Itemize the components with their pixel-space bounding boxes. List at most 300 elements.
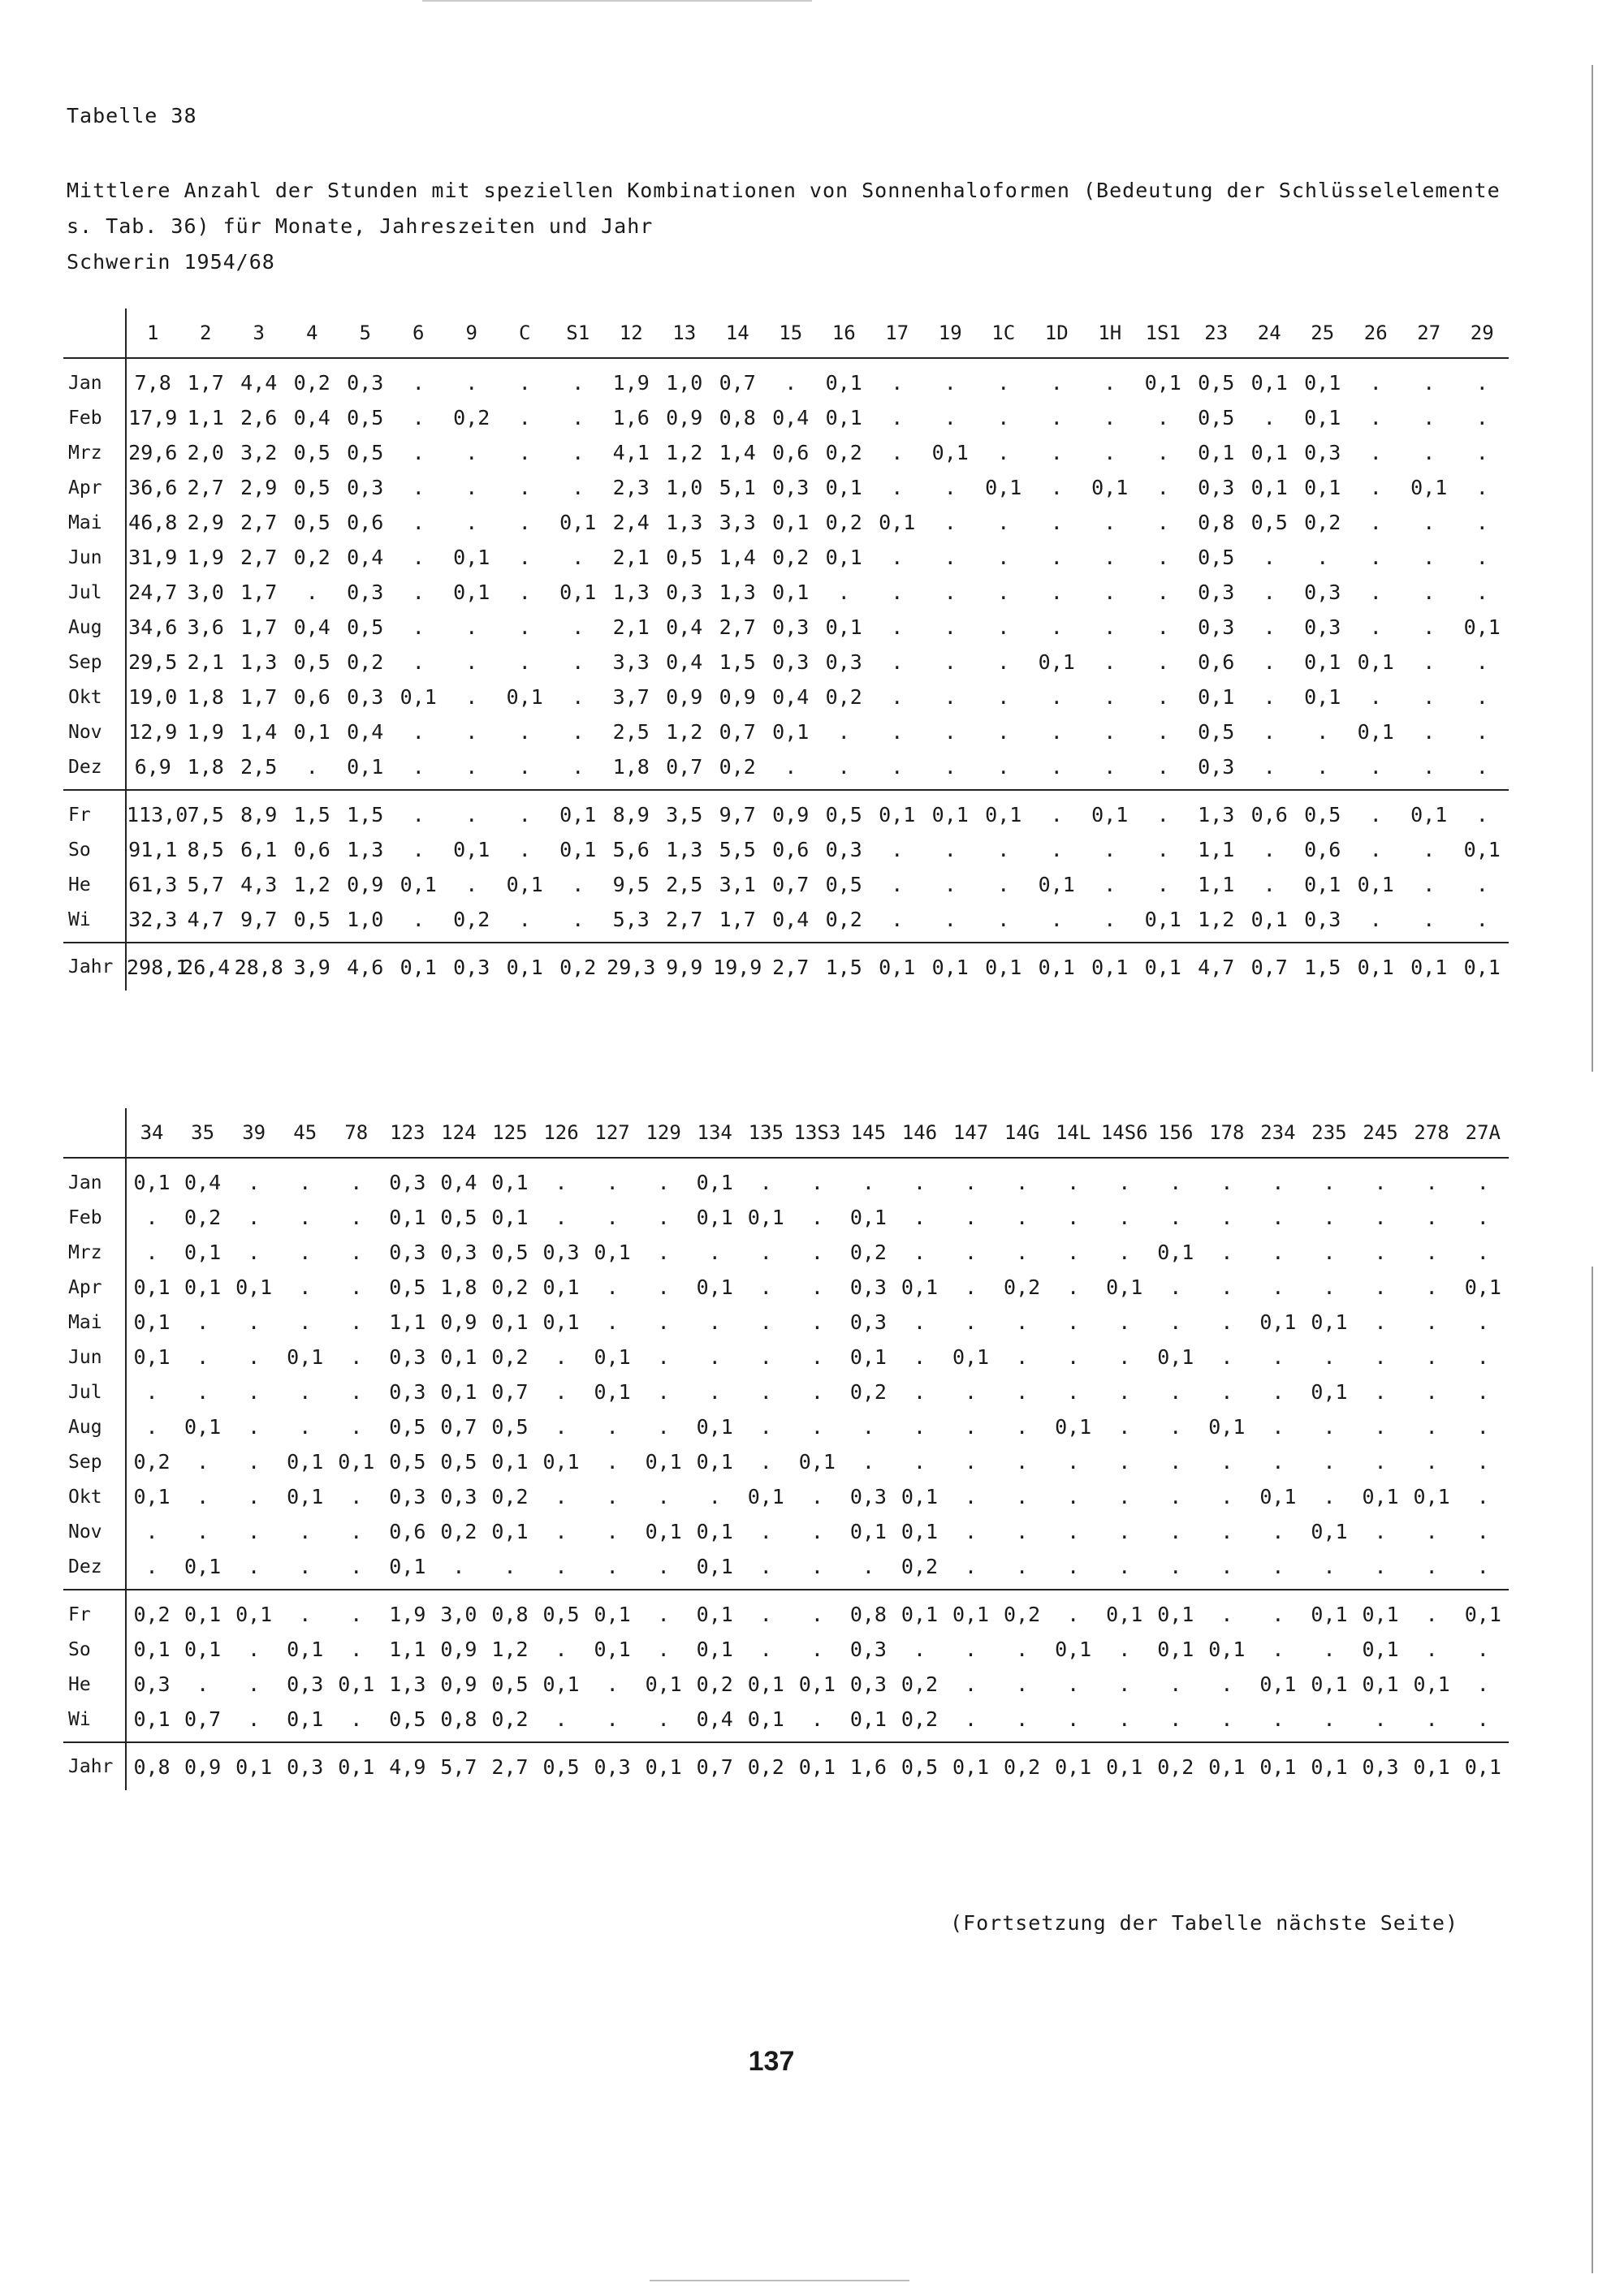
table-cell: . <box>412 441 425 464</box>
table-cell: . <box>1369 755 1382 779</box>
table-cell: 0,1 <box>453 838 490 861</box>
table-cell: 0,1 <box>825 615 862 639</box>
table-cell: 0,7 <box>711 358 765 400</box>
table-cell: . <box>913 1310 926 1334</box>
table-cell: . <box>145 1206 158 1229</box>
table-cell: . <box>1030 790 1084 832</box>
table-cell: 0,1 <box>235 1275 273 1299</box>
table-cell: . <box>555 1380 568 1404</box>
table-cell: . <box>891 720 904 744</box>
table-cell: 0,3 <box>339 358 392 400</box>
table-cell: . <box>412 546 425 569</box>
table-cell: 0,4 <box>772 406 810 429</box>
table-cell: . <box>1369 685 1382 709</box>
table-row-mrz <box>63 435 1509 470</box>
column-header-34: 34 <box>140 1121 164 1144</box>
table-cell: 0,6 <box>772 441 810 464</box>
table-cell: . <box>1118 1555 1131 1578</box>
table-cell: . <box>248 1345 261 1369</box>
table-cell: . <box>299 1520 312 1543</box>
table-cell: 1,7 <box>719 908 756 931</box>
table-cell: 1,3 <box>1190 790 1243 832</box>
table-cell: 1,3 <box>719 580 756 604</box>
table-cell: 0,1 <box>1201 1742 1252 1790</box>
table-cell: . <box>1104 650 1116 674</box>
column-header-13: 13 <box>672 322 697 344</box>
table-cell: 0,1 <box>1198 685 1235 709</box>
table-cell: . <box>1272 1415 1285 1439</box>
table-cell: 5,5 <box>719 838 756 861</box>
table-cell: 0,2 <box>491 1485 529 1508</box>
table-cell: . <box>1425 1520 1438 1543</box>
table-cell: 0,1 <box>499 943 552 990</box>
table-cell: 0,5 <box>536 1590 587 1632</box>
table-cell: . <box>1476 1450 1489 1474</box>
table-cell: . <box>1323 1275 1336 1299</box>
table-cell: . <box>1323 1241 1336 1264</box>
table-cell: 0,4 <box>347 546 384 569</box>
column-header-1h: 1H <box>1098 322 1122 344</box>
table-cell: . <box>503 1555 516 1578</box>
table-cell: 0,2 <box>551 943 605 990</box>
table-cell: 113,0 <box>126 790 179 832</box>
table-cell: . <box>248 1638 261 1661</box>
column-header-17: 17 <box>885 322 909 344</box>
row-label: Jun <box>63 1340 126 1375</box>
table-cell: 0,3 <box>287 1672 324 1696</box>
row-label: Apr <box>63 470 126 505</box>
row-label: Jan <box>63 1158 126 1200</box>
table-cell: 0,5 <box>293 650 330 674</box>
table-cell: 8,5 <box>187 838 224 861</box>
table-row-jul <box>63 575 1509 610</box>
table-cell: 0,1 <box>1350 943 1403 990</box>
table-cell: . <box>1067 1345 1080 1369</box>
table-cell: 0,1 <box>1208 1638 1246 1661</box>
table-cell: 1,8 <box>187 685 224 709</box>
table-cell: . <box>759 1310 772 1334</box>
table-cell: 0,3 <box>825 838 862 861</box>
table-cell: 0,1 <box>931 441 969 464</box>
row-label: Fr <box>63 1590 126 1632</box>
table-cell: 0,1 <box>901 1485 939 1508</box>
table-cell: . <box>657 1310 670 1334</box>
table-cell: . <box>197 1380 209 1404</box>
row-label: Feb <box>63 1200 126 1235</box>
table-cell: . <box>228 1158 279 1200</box>
table-cell: 0,7 <box>1243 943 1297 990</box>
table-cell: . <box>330 1590 382 1632</box>
table-cell: . <box>1272 1345 1285 1369</box>
column-header-1s1: 1S1 <box>1145 322 1181 344</box>
table-cell: . <box>145 1520 158 1543</box>
table-cell: 0,2 <box>453 908 490 931</box>
table-cell: 0,7 <box>491 1380 529 1404</box>
table-cell: 0,1 <box>818 358 871 400</box>
table-cell: 0,1 <box>1311 1520 1348 1543</box>
table-cell: . <box>1050 685 1063 709</box>
table-cell: 0,2 <box>133 1450 171 1474</box>
table-cell: . <box>1169 1450 1182 1474</box>
table-cell: 0,7 <box>719 720 756 744</box>
column-header-14: 14 <box>725 322 749 344</box>
table-cell: 0,1 <box>133 1310 171 1334</box>
table-cell: . <box>924 358 978 400</box>
table-cell: 0,1 <box>696 1450 733 1474</box>
table-cell: . <box>657 1275 670 1299</box>
table-cell: 0,1 <box>506 873 543 896</box>
table-cell: . <box>1350 790 1403 832</box>
table-cell: . <box>1272 1241 1285 1264</box>
table-cell: . <box>572 720 585 744</box>
table-cell: . <box>997 580 1010 604</box>
table-cell: . <box>299 1380 312 1404</box>
table-cell: . <box>1369 615 1382 639</box>
table-cell: . <box>1104 755 1116 779</box>
table-cell: 0,1 <box>798 1450 836 1474</box>
table-cell: 0,1 <box>1038 873 1075 896</box>
table-cell: 7,8 <box>126 358 179 400</box>
column-header-23: 23 <box>1204 322 1229 344</box>
table-cell: . <box>1016 1206 1029 1229</box>
table-cell: 0,1 <box>330 1742 382 1790</box>
table-cell: . <box>657 1380 670 1404</box>
table-cell: . <box>412 838 425 861</box>
table-cell: . <box>1156 511 1169 534</box>
table-cell: . <box>997 441 1010 464</box>
table-cell: . <box>997 908 1010 931</box>
table-row-wi <box>63 902 1509 943</box>
table-cell: . <box>1104 615 1116 639</box>
table-cell: 0,1 <box>1157 1241 1194 1264</box>
table-cell: 0,9 <box>764 790 818 832</box>
table-cell: . <box>708 1485 721 1508</box>
table-cell: 0,5 <box>818 790 871 832</box>
column-header-27a: 27A <box>1465 1121 1501 1144</box>
table-cell: 1,5 <box>286 790 339 832</box>
table-cell: 0,1 <box>1458 1590 1509 1632</box>
table-cell: . <box>1067 1275 1080 1299</box>
table-cell: 0,1 <box>747 1206 784 1229</box>
table-cell: . <box>657 1415 670 1439</box>
table-cell: 0,2 <box>286 358 339 400</box>
table-cell: . <box>1169 1555 1182 1578</box>
table-cell: . <box>452 1555 465 1578</box>
table-cell: . <box>606 1450 619 1474</box>
table-cell: . <box>1423 511 1436 534</box>
table-cell: 29,3 <box>605 943 659 990</box>
table-cell: 0,1 <box>849 1707 887 1731</box>
table-cell: . <box>197 1520 209 1543</box>
table-cell: 0,3 <box>772 615 810 639</box>
table-cell: . <box>518 546 531 569</box>
table-cell: . <box>330 1158 382 1200</box>
table-cell: . <box>1156 615 1169 639</box>
column-header-16: 16 <box>831 322 856 344</box>
table-cell: 3,5 <box>658 790 711 832</box>
table-cell: 0,1 <box>542 1672 580 1696</box>
table-cell: . <box>1252 1158 1303 1200</box>
table-cell: . <box>518 615 531 639</box>
table-cell: 19,9 <box>711 943 765 990</box>
table-cell: 0,1 <box>1357 720 1394 744</box>
table-cell: . <box>1201 1590 1252 1632</box>
table-cell: 0,1 <box>1055 1638 1092 1661</box>
table-cell: . <box>944 511 957 534</box>
table-cell: . <box>572 615 585 639</box>
table-cell: . <box>792 1158 843 1200</box>
row-label: Jan <box>63 358 126 400</box>
table-cell: . <box>465 873 478 896</box>
table-cell: . <box>1425 1638 1438 1661</box>
table-cell: 0,1 <box>1157 1638 1194 1661</box>
table-cell: 1,7 <box>240 615 278 639</box>
table-cell: . <box>997 511 1010 534</box>
table-cell: . <box>862 1555 875 1578</box>
table-cell: . <box>572 650 585 674</box>
table-cell: 0,3 <box>1198 755 1235 779</box>
table-cell: 0,1 <box>696 1520 733 1543</box>
table-cell: 0,1 <box>1038 650 1075 674</box>
table-cell: . <box>891 615 904 639</box>
table-cell: . <box>465 755 478 779</box>
table-cell: . <box>412 720 425 744</box>
column-header-124: 124 <box>441 1121 477 1144</box>
table-cell: . <box>1118 1485 1131 1508</box>
table-cell: 3,9 <box>286 943 339 990</box>
table-cell: . <box>1475 511 1488 534</box>
table-cell: . <box>1425 1345 1438 1369</box>
table-cell: 0,2 <box>184 1206 222 1229</box>
table-cell: 0,1 <box>559 838 597 861</box>
table-cell: . <box>499 790 552 832</box>
table-cell: 2,7 <box>187 476 224 499</box>
table-cell: . <box>1316 755 1329 779</box>
table-cell: 0,1 <box>1250 908 1288 931</box>
table-row-aug <box>63 1409 1509 1444</box>
table-cell: 0,3 <box>849 1275 887 1299</box>
table-cell: . <box>1369 406 1382 429</box>
table-cell: . <box>1458 1158 1509 1200</box>
table-cell: 0,5 <box>347 615 384 639</box>
table-cell: . <box>657 1241 670 1264</box>
table-row-jun <box>63 540 1509 575</box>
table-cell: 0,3 <box>440 1241 477 1264</box>
table-cell: 1,9 <box>382 1590 433 1632</box>
table-cell: 2,5 <box>240 755 278 779</box>
table-cell: 0,1 <box>133 1485 171 1508</box>
table-cell: . <box>1425 1241 1438 1264</box>
table-cell: . <box>1423 908 1436 931</box>
table-cell: . <box>299 1206 312 1229</box>
column-header-6: 6 <box>412 322 425 344</box>
table-cell: . <box>1118 1206 1131 1229</box>
table-cell: 0,3 <box>445 943 499 990</box>
table-cell: . <box>913 1380 926 1404</box>
table-cell: 0,1 <box>985 476 1022 499</box>
table-cell: 0,6 <box>293 838 330 861</box>
table-cell: . <box>606 1672 619 1696</box>
table-cell: 0,1 <box>594 1380 631 1404</box>
table-cell: . <box>1156 546 1169 569</box>
table-cell: 0,1 <box>1413 1672 1450 1696</box>
table-cell: 2,1 <box>612 615 650 639</box>
table-cell: . <box>299 1415 312 1439</box>
bottom-edge-rule <box>650 2280 909 2281</box>
table-cell: 0,1 <box>1410 476 1448 499</box>
table-cell: 4,6 <box>339 943 392 990</box>
row-label-header <box>63 309 126 358</box>
table-cell: 0,8 <box>843 1590 894 1632</box>
table-cell: . <box>1476 1345 1489 1369</box>
table-row-so <box>63 832 1509 867</box>
table-cell: 0,1 <box>1055 1415 1092 1439</box>
table-cell: . <box>1104 685 1116 709</box>
column-header-126: 126 <box>543 1121 579 1144</box>
table-cell: . <box>1423 720 1436 744</box>
table-cell: . <box>1220 1206 1233 1229</box>
table-cell: . <box>1475 580 1488 604</box>
table-cell: . <box>1272 1555 1285 1578</box>
table-label: Tabelle 38 <box>67 104 197 127</box>
table-cell: 46,8 <box>128 511 178 534</box>
column-header-14s6: 14S6 <box>1100 1121 1148 1144</box>
table-cell: 0,3 <box>825 650 862 674</box>
row-label: Okt <box>63 680 126 714</box>
table-cell: . <box>1050 908 1063 931</box>
table-cell: . <box>1476 1707 1489 1731</box>
table-cell: . <box>572 406 585 429</box>
table-cell: 0,1 <box>870 790 924 832</box>
table-cell: . <box>1456 790 1510 832</box>
table-cell: 0,1 <box>1030 943 1084 990</box>
table-cell: 0,3 <box>389 1241 426 1264</box>
table-cell: . <box>965 1310 978 1334</box>
table-cell: . <box>392 358 446 400</box>
table-cell: . <box>1402 358 1456 400</box>
table-cell: 0,1 <box>1463 838 1501 861</box>
table-cell: . <box>1423 838 1436 861</box>
table-cell: . <box>1374 1380 1387 1404</box>
row-label: Feb <box>63 400 126 435</box>
table-cell: 4,7 <box>1190 943 1243 990</box>
table-cell: . <box>1220 1485 1233 1508</box>
table-cell: 0,1 <box>1355 1590 1406 1632</box>
table-cell: 0,5 <box>293 441 330 464</box>
table-cell: . <box>1050 546 1063 569</box>
table-cell: . <box>1369 838 1382 861</box>
table-cell: 5,3 <box>612 908 650 931</box>
table-cell: 34,6 <box>128 615 178 639</box>
table-cell: 4,9 <box>382 1742 433 1790</box>
table-cell: . <box>606 1310 619 1334</box>
table-cell: 0,6 <box>389 1520 426 1543</box>
table-row-fr <box>63 790 1509 832</box>
table-cell: 0,1 <box>1144 908 1181 931</box>
table-cell: . <box>891 908 904 931</box>
table-cell: 0,1 <box>1137 943 1190 990</box>
table-cell: 0,4 <box>696 1707 733 1731</box>
table-cell: 0,5 <box>389 1707 426 1731</box>
table-cell: 0,1 <box>792 1742 843 1790</box>
column-header-19: 19 <box>938 322 962 344</box>
table-row-mai <box>63 1305 1509 1340</box>
table-cell: . <box>350 1310 363 1334</box>
table-row-feb <box>63 400 1509 435</box>
table-cell: . <box>248 1415 261 1439</box>
table-row-mai <box>63 505 1509 540</box>
table-cell: . <box>965 1241 978 1264</box>
table-cell: . <box>965 1275 978 1299</box>
row-label: Jul <box>63 575 126 610</box>
table-cell: 0,6 <box>347 511 384 534</box>
table-cell: . <box>145 1241 158 1264</box>
table-cell: 0,3 <box>389 1380 426 1404</box>
table-cell: . <box>518 650 531 674</box>
table-cell: . <box>197 1450 209 1474</box>
table-cell: 91,1 <box>128 838 178 861</box>
table-cell: 0,3 <box>1304 580 1341 604</box>
table-row-okt <box>63 680 1509 714</box>
table-cell: . <box>197 1672 209 1696</box>
table-cell: 0,5 <box>491 1672 529 1696</box>
table-cell: . <box>891 838 904 861</box>
table-cell: 0,1 <box>491 1206 529 1229</box>
table-description-line-2: s. Tab. 36) für Monate, Jahreszeiten und Jahr <box>67 214 654 238</box>
table-cell: . <box>708 1241 721 1264</box>
table-cell: 0,1 <box>1413 1485 1450 1508</box>
table-cell: 1,2 <box>666 720 703 744</box>
table-cell: . <box>759 1555 772 1578</box>
table-cell: . <box>913 1206 926 1229</box>
table-cell: . <box>913 1415 926 1439</box>
table-cell: 0,1 <box>1311 1310 1348 1334</box>
table-cell: 0,1 <box>184 1275 222 1299</box>
table-cell: . <box>891 406 904 429</box>
table-cell: . <box>1423 685 1436 709</box>
table-cell: 0,2 <box>491 1345 529 1369</box>
table-cell: . <box>536 1158 587 1200</box>
table-cell: 2,7 <box>240 546 278 569</box>
table-cell: . <box>1050 838 1063 861</box>
table-cell: . <box>555 1707 568 1731</box>
table-cell: 1,5 <box>818 943 871 990</box>
table-cell: 0,1 <box>347 755 384 779</box>
table-cell: 0,1 <box>1157 1345 1194 1369</box>
table-cell: 0,2 <box>901 1707 939 1731</box>
table-cell: . <box>1156 838 1169 861</box>
table-cell: 0,1 <box>772 580 810 604</box>
table-cell: 0,1 <box>747 1672 784 1696</box>
table-cell: . <box>1169 1380 1182 1404</box>
table-cell: . <box>1169 1485 1182 1508</box>
table-cell: 0,1 <box>645 1520 682 1543</box>
column-header-29: 29 <box>1470 322 1494 344</box>
table-cell: . <box>837 720 850 744</box>
table-cell: . <box>1050 615 1063 639</box>
table-cell: 0,1 <box>184 1638 222 1661</box>
table-cell: . <box>810 1345 823 1369</box>
table-cell: . <box>1104 546 1116 569</box>
column-header-25: 25 <box>1311 322 1335 344</box>
table-cell: 0,2 <box>1150 1742 1201 1790</box>
table-cell: 0,3 <box>1198 615 1235 639</box>
table-cell: . <box>1476 1206 1489 1229</box>
table-cell: . <box>891 650 904 674</box>
table-cell: . <box>1423 755 1436 779</box>
table-cell: 0,8 <box>719 406 756 429</box>
column-header-129: 129 <box>646 1121 681 1144</box>
